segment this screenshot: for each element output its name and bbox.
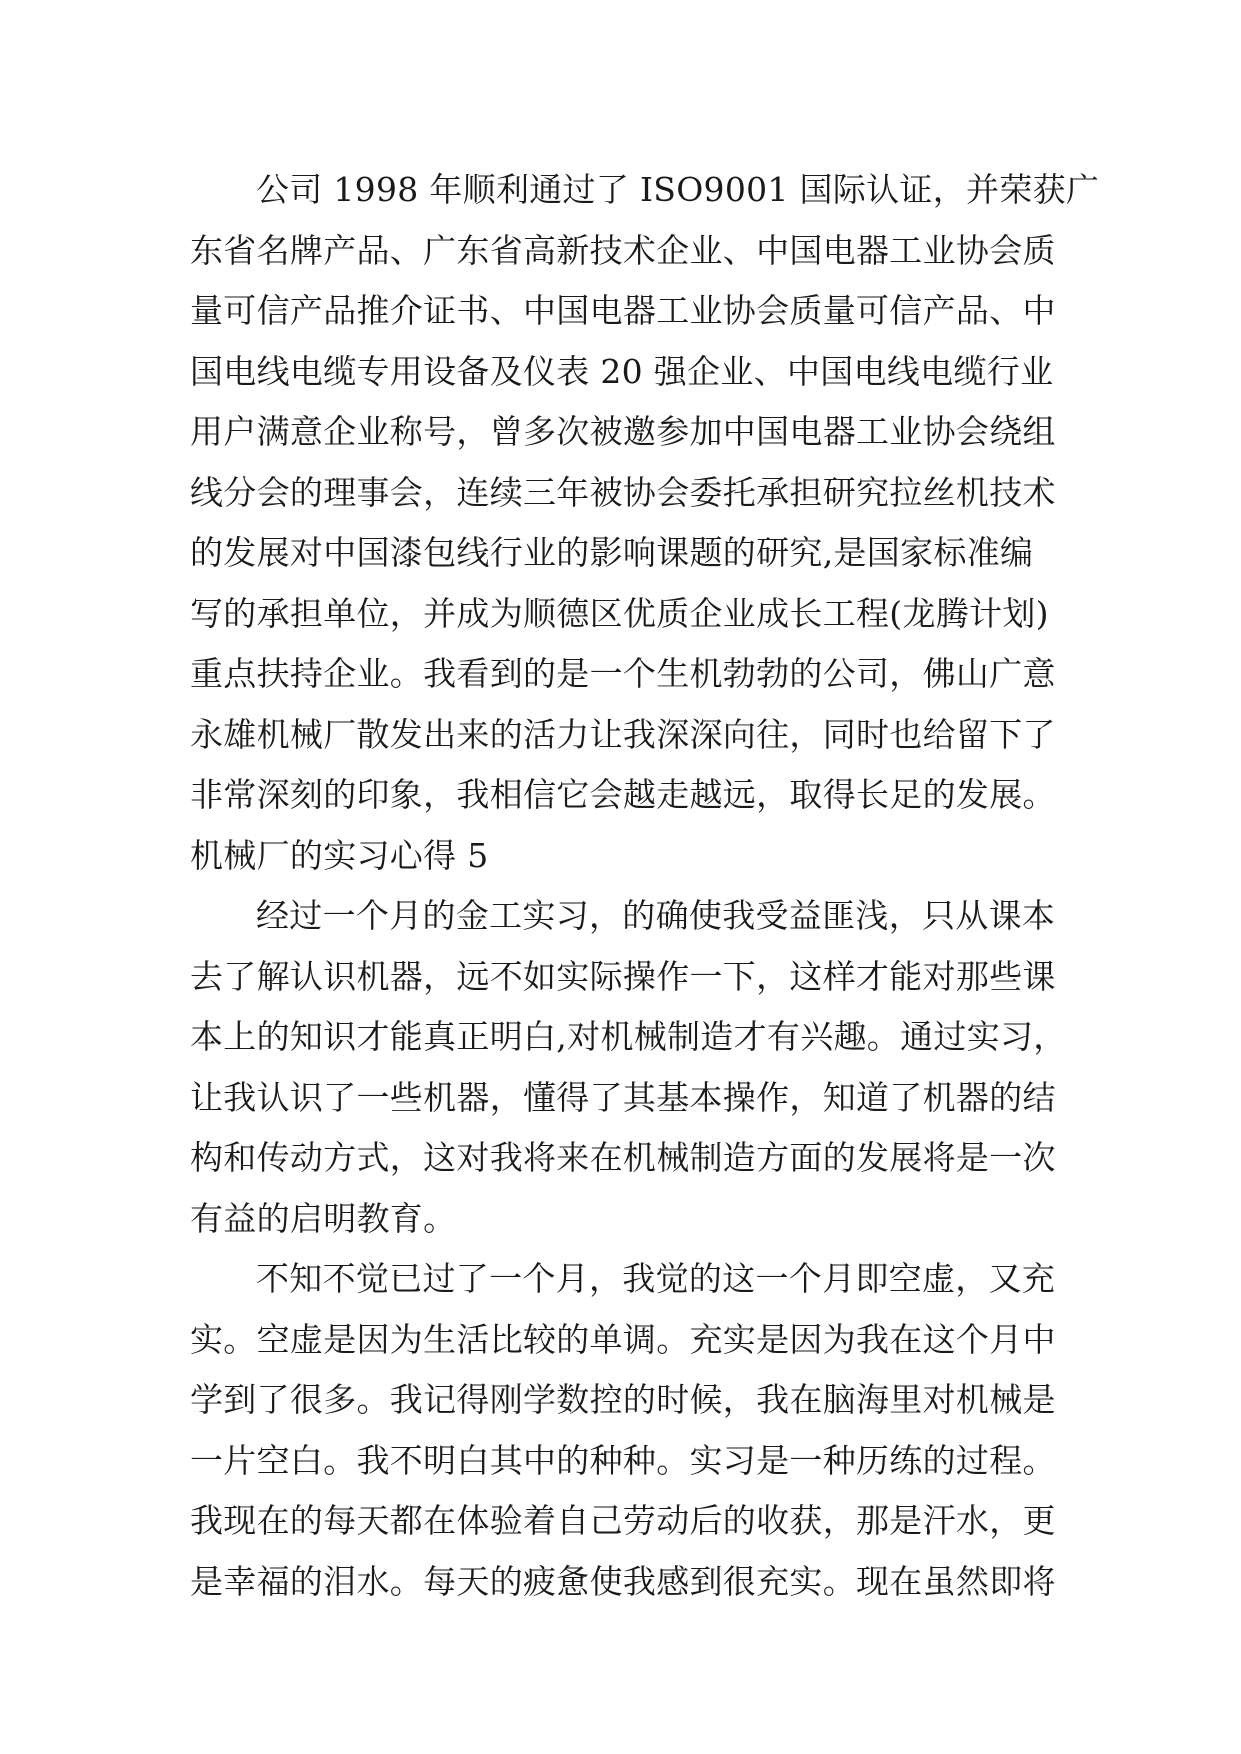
paragraph-line: 去了解认识机器，远不如实际操作一下，这样才能对那些课: [190, 956, 1056, 996]
paragraph-line: 实。空虚是因为生活比较的单调。充实是因为我在这个月中: [190, 1319, 1056, 1359]
paragraph-line: 经过一个月的金工实习，的确使我受益匪浅，只从课本: [256, 896, 1056, 935]
paragraph-line: 不知不觉已过了一个月，我觉的这一个月即空虚，又充: [256, 1259, 1056, 1298]
paragraph-line: 我现在的每天都在体验着自己劳动后的收获，那是汗水，更: [190, 1501, 1056, 1540]
paragraph-line: 构和传动方式，这对我将来在机械制造方面的发展将是一次: [190, 1138, 1056, 1177]
paragraph-line: 量可信产品推介证书、中国电器工业协会质量可信产品、中: [190, 291, 1056, 330]
paragraph-line: 线分会的理事会，连续三年被协会委托承担研究拉丝机技术: [190, 472, 1056, 512]
paragraph-line: 永雄机械厂散发出来的活力让我深深向往，同时也给留下了: [190, 714, 1056, 754]
body-text: [190, 160, 1100, 1612]
paragraph-line: 是幸福的泪水。每天的疲惫使我感到很充实。现在虽然即将: [190, 1561, 1056, 1601]
paragraph-line: 重点扶持企业。我看到的是一个生机勃勃的公司，佛山广意: [190, 654, 1056, 693]
paragraph-line: 一片空白。我不明白其中的种种。实习是一种历练的过程。: [190, 1440, 1056, 1480]
paragraph-line: 国电线电缆专用设备及仪表 20 强企业、中国电线电缆行业: [190, 351, 1054, 391]
paragraph-line: 让我认识了一些机器，懂得了其基本操作，知道了机器的结: [190, 1077, 1056, 1117]
paragraph-line: 公司 1998 年顺利通过了 ISO9001 国际认证，并荣获广: [256, 170, 1100, 209]
paragraph-line: 写的承担单位，并成为顺德区优质企业成长工程(龙腾计划): [190, 593, 1049, 633]
paragraph-line: 有益的启明教育。: [190, 1198, 457, 1238]
paragraph-line: 用户满意企业称号，曾多次被邀参加中国电器工业协会绕组: [190, 412, 1056, 451]
paragraph-line: 的发展对中国漆包线行业的影响课题的研究,是国家标准编: [190, 533, 1034, 572]
section-heading: 机械厂的实习心得 5: [190, 835, 489, 875]
paragraph-line: 学到了很多。我记得刚学数控的时候，我在脑海里对机械是: [190, 1380, 1056, 1419]
paragraph-line: 本上的知识才能真正明白,对机械制造才有兴趣。通过实习，: [190, 1017, 1067, 1056]
paragraph-line: 东省名牌产品、广东省高新技术企业、中国电器工业协会质: [190, 230, 1056, 270]
paragraph-line: 非常深刻的印象，我相信它会越走越远，取得长足的发展。: [190, 775, 1056, 814]
